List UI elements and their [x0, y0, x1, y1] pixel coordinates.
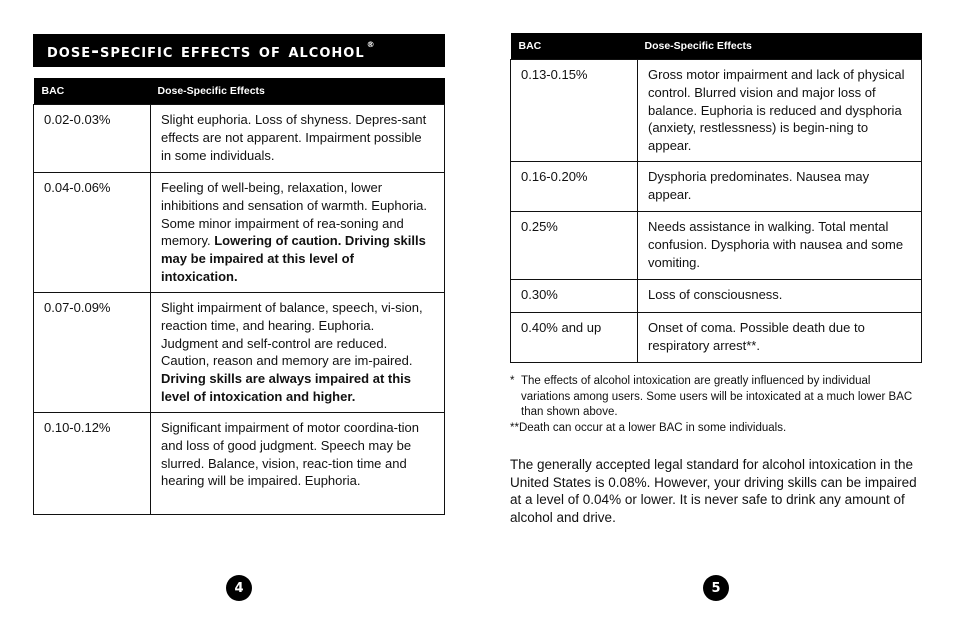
table-row	[34, 173, 445, 293]
page-title	[33, 34, 445, 67]
effect-cell: Onset of coma. Possible death due to respiratory arrest**.	[638, 313, 922, 363]
column-header-effects: Dose-Specific Effects	[151, 78, 445, 105]
table-row	[511, 280, 922, 313]
effect-text: Feeling of well-being, relaxation, lower inhibitions and sensation of warmth. Euphoria. Some minor impairment of rea-soning and memory.	[161, 180, 427, 249]
table-row	[511, 162, 922, 212]
effect-cell: Loss of consciousness.	[638, 280, 922, 313]
table-row	[511, 60, 922, 162]
page-title-text: dose-specific effects of alcohol	[47, 39, 365, 62]
bac-cell: 0.10-0.12%	[34, 413, 151, 515]
effect-cell	[151, 413, 445, 515]
title-mark: ®	[366, 40, 376, 49]
column-header-effects: Dose-Specific Effects	[638, 33, 922, 60]
bac-cell: 0.04-0.06%	[34, 173, 151, 293]
effect-bold-text: Driving skills are always impaired at this level of intoxication and higher.	[161, 371, 411, 404]
effect-cell: Dysphoria predominates. Nausea may appear.	[638, 162, 922, 212]
effect-text: Slight impairment of balance, speech, vi-sion, reaction time, and hearing. Euphoria. Judgment and self-control are reduced. Caution, reason and memory are im-paired.	[161, 300, 423, 369]
effect-cell	[151, 293, 445, 413]
bac-cell: 0.13-0.15%	[511, 60, 638, 162]
table-row	[34, 293, 445, 413]
bac-cell: 0.16-0.20%	[511, 162, 638, 212]
footnote-mark: *	[510, 375, 515, 387]
bac-cell: 0.30%	[511, 280, 638, 313]
table-header-row	[511, 33, 922, 60]
bac-cell: 0.07-0.09%	[34, 293, 151, 413]
effect-text: Slight euphoria. Loss of shyness. Depres-sant effects are not apparent. Impairment possible in some individuals.	[161, 112, 427, 163]
effect-bold-text: Lowering of caution. Driving skills may be impaired at this level of intoxication.	[161, 233, 426, 284]
dose-effects-table-left	[33, 78, 445, 515]
bac-cell: 0.40% and up	[511, 313, 638, 363]
footnote	[510, 421, 922, 437]
column-header-bac: BAC	[34, 78, 151, 105]
effect-cell: Needs assistance in walking. Total mental confusion. Dysphoria with nausea and some vomiting.	[638, 212, 922, 280]
page-number-right: 5	[703, 575, 729, 601]
footnote	[510, 374, 922, 421]
table-row	[511, 313, 922, 363]
footnote-text: The effects of alcohol intoxication are greatly influenced by individual variations among users. Some users will be intoxicated at a much lower BAC than shown above.	[521, 375, 913, 418]
footnote-text: Death can occur at a lower BAC in some individuals.	[518, 421, 787, 434]
summary-paragraph: The generally accepted legal standard for alcohol intoxication in the United States is 0.08%. However, your driving skills can be impaired at a level of 0.04% or lower. It is never safe to drink any amount of alcohol and drive.	[510, 457, 917, 525]
dose-effects-table-right	[510, 33, 922, 363]
effect-cell: Gross motor impairment and lack of physical control. Blurred vision and major loss of balance. Euphoria is reduced and dysphoria (anxiety, restlessness) is begin-ning to appear.	[638, 60, 922, 162]
footnote-mark: **	[510, 421, 519, 434]
effect-cell	[151, 105, 445, 173]
page-number-left: 4	[226, 575, 252, 601]
effect-text: Significant impairment of motor coordina-tion and loss of good judgment. Speech may be slurred. Balance, vision, reac-tion time and hearing will be impaired. Euphoria.	[161, 420, 419, 489]
footnotes	[510, 374, 922, 436]
column-header-bac: BAC	[511, 33, 638, 60]
table-row	[34, 413, 445, 515]
effect-cell	[151, 173, 445, 293]
table-header-row	[34, 78, 445, 105]
bac-cell: 0.25%	[511, 212, 638, 280]
bac-cell: 0.02-0.03%	[34, 105, 151, 173]
table-row	[34, 105, 445, 173]
table-row	[511, 212, 922, 280]
